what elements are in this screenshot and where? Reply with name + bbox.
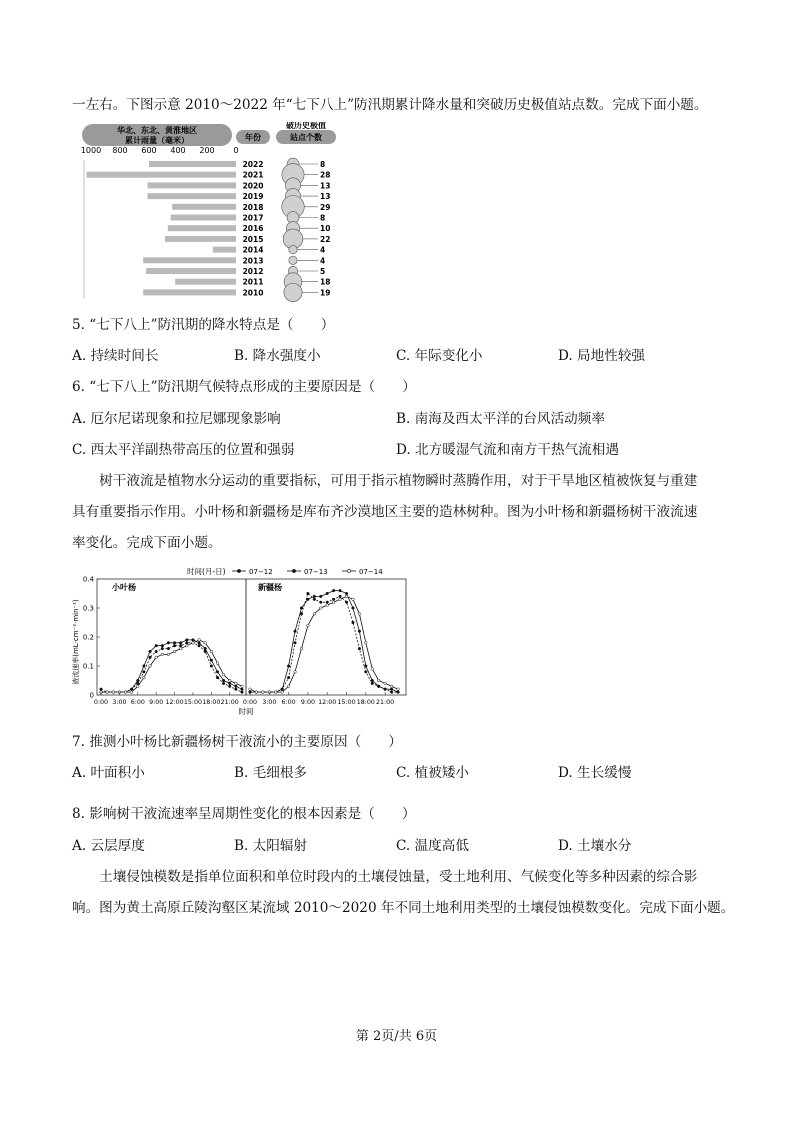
left-x-tick-2: 6:00 — [130, 699, 145, 706]
year-label-2022: 2022 — [242, 160, 264, 169]
right-point-2-7 — [294, 671, 297, 674]
right-point-2-4 — [274, 691, 277, 694]
right-point-1-10 — [313, 598, 316, 601]
axis-tick-0: 0 — [233, 146, 239, 155]
left-point-2-21 — [228, 679, 231, 682]
station-bubble-2010 — [284, 283, 302, 301]
x-axis-label: 时间 — [238, 707, 254, 716]
q6-option-b[interactable]: B. 南海及西太平洋的台风活动频率 — [396, 411, 605, 427]
left-point-1-8 — [149, 656, 152, 659]
year-label-2011: 2011 — [242, 277, 264, 287]
left-point-2-20 — [222, 673, 225, 676]
rain-bar-2011 — [175, 279, 236, 285]
station-count-2017: 8 — [320, 213, 326, 223]
left-point-2-9 — [155, 656, 158, 659]
left-point-2-22 — [235, 682, 238, 685]
left-point-2-18 — [210, 650, 213, 653]
year-label-2010: 2010 — [242, 288, 264, 298]
right-point-2-5 — [281, 691, 284, 694]
legend-label-2: 07−14 — [359, 568, 383, 576]
left-point-2-13 — [179, 647, 182, 650]
station-count-2021: 28 — [320, 170, 331, 180]
right-point-0-18 — [365, 665, 368, 668]
left-point-1-9 — [155, 650, 158, 653]
left-point-2-12 — [173, 650, 176, 653]
right-point-0-11 — [319, 595, 322, 598]
left-point-0-10 — [161, 644, 164, 647]
right-point-0-10 — [313, 595, 316, 598]
left-point-1-23 — [241, 691, 244, 694]
left-point-2-16 — [198, 639, 201, 642]
y-tick-0.3: 0.3 — [82, 604, 94, 613]
right-point-2-20 — [377, 679, 380, 682]
q8-option-d[interactable]: D. 土壤水分 — [558, 838, 632, 854]
station-count-2018: 29 — [320, 202, 331, 212]
left-point-1-22 — [235, 688, 238, 691]
right-point-0-15 — [345, 592, 348, 595]
left-point-0-19 — [216, 671, 219, 674]
legend-marker-2 — [347, 569, 350, 572]
left-point-0-12 — [173, 642, 176, 645]
left-point-0-11 — [167, 642, 170, 645]
station-count-2011: 18 — [320, 277, 331, 287]
axis-tick-200: 200 — [199, 146, 215, 155]
rain-bar-2021 — [87, 172, 236, 178]
left-point-2-23 — [241, 685, 244, 688]
right-point-1-14 — [339, 595, 342, 598]
right-point-0-22 — [390, 688, 393, 691]
right-point-0-13 — [332, 589, 335, 592]
legend-title: 时间(月-日) — [187, 567, 226, 576]
left-point-1-14 — [186, 642, 189, 645]
y-tick-0: 0 — [89, 691, 94, 700]
rain-bar-2016 — [168, 225, 236, 231]
y-tick-0.2: 0.2 — [82, 633, 94, 642]
right-point-2-8 — [300, 647, 303, 650]
right-point-1-17 — [358, 647, 361, 650]
left-point-0-14 — [186, 639, 189, 642]
right-point-2-13 — [332, 601, 335, 604]
rain-bar-2017 — [171, 215, 236, 221]
axis-tick-600: 600 — [141, 146, 157, 155]
year-label-2019: 2019 — [242, 192, 264, 202]
y-tick-0.1: 0.1 — [82, 662, 94, 671]
right-point-2-23 — [397, 688, 400, 691]
right-x-tick-4: 12:00 — [318, 699, 337, 706]
right-point-1-19 — [371, 682, 374, 685]
q5-option-a[interactable]: A. 持续时间长 — [72, 348, 159, 364]
right-point-0-9 — [307, 598, 310, 601]
left-point-1-7 — [143, 671, 146, 674]
left-point-1-18 — [210, 665, 213, 668]
right-point-2-15 — [345, 595, 348, 598]
right-point-1-6 — [287, 676, 290, 679]
right-point-2-10 — [313, 613, 316, 616]
right-point-2-19 — [371, 668, 374, 671]
station-count-2016: 10 — [320, 224, 331, 234]
left-x-tick-4: 12:00 — [165, 699, 184, 706]
y-axis-label: 液流速率(mL·cm⁻²·min⁻¹) — [72, 599, 80, 685]
q8-option-b[interactable]: B. 太阳辐射 — [234, 838, 308, 854]
left-x-tick-6: 18:00 — [202, 699, 221, 706]
right-point-2-22 — [390, 685, 393, 688]
right-point-2-14 — [339, 598, 342, 601]
passage3-line2: 响。图为黄土高原丘陵沟壑区某流域 2010～2020 年不同土地利用类型的土壤侵蚀模数变化。完成下面小题。 — [72, 900, 735, 916]
header-year: 年份 — [245, 133, 261, 142]
right-point-1-13 — [332, 598, 335, 601]
right-point-0-17 — [358, 630, 361, 633]
left-x-tick-3: 9:00 — [149, 699, 164, 706]
right-point-2-17 — [358, 613, 361, 616]
left-point-1-20 — [222, 682, 225, 685]
passage2-line2: 具有重要指示作用。小叶杨和新疆杨是库布齐沙漠地区主要的造林树种。图为小叶杨和新疆杨树干液流速 — [72, 504, 698, 520]
q7-option-c[interactable]: C. 植被矮小 — [396, 765, 469, 781]
right-point-2-2 — [262, 691, 265, 694]
q7-option-a[interactable]: A. 叶面积小 — [72, 765, 145, 781]
q6-option-d[interactable]: D. 北方暖湿气流和南方干热气流相遇 — [396, 442, 619, 458]
passage2-line3: 率变化。完成下面小题。 — [72, 535, 222, 551]
right-point-0-6 — [287, 665, 290, 668]
year-label-2020: 2020 — [242, 181, 264, 191]
right-x-tick-3: 9:00 — [300, 699, 315, 706]
right-point-2-18 — [365, 642, 368, 645]
year-label-2016: 2016 — [242, 224, 264, 234]
right-panel-frame — [246, 579, 406, 695]
left-point-0-7 — [143, 665, 146, 668]
right-point-1-9 — [307, 592, 310, 595]
right-point-1-18 — [365, 671, 368, 674]
q7-option-b[interactable]: B. 毛细根多 — [234, 765, 308, 781]
rain-bar-2014 — [213, 247, 236, 253]
panel-title-xiaoyeyang: 小叶杨 — [112, 583, 136, 592]
station-bubble-2013 — [289, 256, 297, 264]
right-point-2-11 — [319, 607, 322, 610]
axis-tick-1000: 1000 — [80, 146, 102, 155]
station-count-2014: 4 — [320, 245, 326, 255]
axis-tick-800: 800 — [112, 146, 128, 155]
rain-bar-2012 — [146, 268, 236, 274]
year-label-2012: 2012 — [242, 267, 264, 276]
left-series-1 — [101, 643, 242, 692]
left-point-2-6 — [136, 685, 139, 688]
left-point-1-19 — [216, 676, 219, 679]
left-point-2-11 — [167, 653, 170, 656]
right-point-0-7 — [294, 630, 297, 633]
right-point-0-16 — [352, 607, 355, 610]
q5-stem: 5. “七下八上”防汛期的降水特点是（ ） — [72, 317, 335, 333]
right-point-2-6 — [287, 685, 290, 688]
legend-label-0: 07−12 — [249, 568, 273, 576]
rain-bar-2013 — [143, 257, 236, 263]
q6-stem: 6. “七下八上”防汛期气候特点形成的主要原因是（ ） — [72, 379, 416, 395]
left-x-tick-1: 3:00 — [112, 699, 127, 706]
right-point-1-12 — [326, 601, 329, 604]
rain-bar-2022 — [149, 161, 236, 167]
left-point-0-13 — [179, 642, 182, 645]
y-tick-0.4: 0.4 — [82, 575, 94, 584]
left-point-0-22 — [235, 685, 238, 688]
passage2-line1: 树干液流是植物水分运动的重要指标，可用于指示植物瞬时蒸腾作用，对于干旱地区植被恢复与重建 — [72, 473, 698, 489]
right-x-tick-5: 15:00 — [337, 699, 356, 706]
right-x-tick-0: 0:00 — [242, 699, 258, 706]
year-label-2013: 2013 — [242, 256, 264, 266]
right-point-1-22 — [390, 691, 393, 694]
left-panel-frame — [97, 579, 246, 695]
right-point-0-8 — [300, 607, 303, 610]
right-point-2-16 — [352, 598, 355, 601]
left-point-2-10 — [161, 653, 164, 656]
year-label-2021: 2021 — [242, 170, 264, 180]
left-point-2-7 — [143, 676, 146, 679]
legend-marker-1 — [292, 569, 295, 572]
left-point-0-18 — [210, 659, 213, 662]
rain-bar-2018 — [172, 204, 236, 210]
right-point-1-20 — [377, 685, 380, 688]
left-point-1-16 — [198, 644, 201, 647]
left-point-1-10 — [161, 647, 164, 650]
left-point-1-13 — [179, 644, 182, 647]
left-point-2-8 — [149, 665, 152, 668]
rain-bar-2015 — [165, 236, 236, 242]
header-region: 华北、东北、黄淮地区 — [117, 126, 197, 135]
axis-tick-400: 400 — [170, 146, 186, 155]
left-point-1-12 — [173, 644, 176, 647]
q7-stem: 7. 推测小叶杨比新疆杨树干液流小的主要原因（ ） — [72, 734, 402, 750]
station-count-2010: 19 — [320, 288, 331, 298]
q8-option-c[interactable]: C. 温度高低 — [396, 838, 469, 854]
rain-bar-2020 — [148, 182, 236, 188]
right-point-1-5 — [281, 688, 284, 691]
year-label-2018: 2018 — [242, 202, 264, 212]
right-series-1 — [250, 594, 398, 693]
left-series-2 — [101, 640, 242, 692]
left-point-0-15 — [192, 639, 195, 642]
right-point-1-21 — [384, 688, 387, 691]
right-point-2-0 — [249, 688, 252, 691]
left-point-0-17 — [204, 647, 207, 650]
right-x-tick-1: 3:00 — [262, 699, 277, 706]
left-point-1-0 — [100, 688, 103, 691]
station-bubble-2014 — [289, 245, 297, 253]
left-point-2-1 — [106, 691, 109, 694]
q5-option-c[interactable]: C. 年际变化小 — [396, 348, 483, 364]
right-point-1-15 — [345, 601, 348, 604]
left-point-2-19 — [216, 662, 219, 665]
station-count-2022: 8 — [320, 160, 326, 169]
right-point-0-14 — [339, 589, 342, 592]
left-point-0-20 — [222, 679, 225, 682]
sap-flow-figure — [72, 562, 412, 720]
year-label-2015: 2015 — [242, 234, 264, 244]
left-point-2-5 — [130, 691, 133, 694]
left-point-0-23 — [241, 688, 244, 691]
left-point-2-17 — [204, 642, 207, 645]
right-series-0 — [250, 591, 398, 693]
passage3-line1: 土壤侵蚀模数是指单位面积和单位时段内的土壤侵蚀量，受土地利用、气候变化等多种因素的综合影 — [72, 869, 698, 885]
q7-option-d[interactable]: D. 生长缓慢 — [558, 765, 632, 781]
station-count-2013: 4 — [320, 256, 326, 266]
q6-option-c[interactable]: C. 西太平洋副热带高压的位置和强弱 — [72, 442, 295, 458]
right-point-1-16 — [352, 621, 355, 624]
page-number: 第 2页/共 6页 — [355, 1029, 438, 1044]
right-point-1-11 — [319, 601, 322, 604]
left-series-0 — [101, 640, 242, 692]
station-count-2015: 22 — [320, 234, 331, 244]
q5-option-b[interactable]: B. 降水强度小 — [234, 348, 321, 364]
left-x-tick-0: 0:00 — [93, 699, 109, 706]
left-point-1-17 — [204, 650, 207, 653]
right-x-tick-7: 21:00 — [376, 699, 395, 706]
q8-stem: 8. 影响树干液流速率呈周期性变化的根本因素是（ ） — [72, 806, 416, 822]
left-point-0-21 — [228, 682, 231, 685]
left-point-1-11 — [167, 647, 170, 650]
left-point-2-2 — [112, 691, 115, 694]
q8-option-a[interactable]: A. 云层厚度 — [72, 838, 145, 854]
station-count-2020: 13 — [320, 181, 331, 191]
right-point-1-7 — [294, 642, 297, 645]
station-count-2012: 5 — [320, 267, 326, 276]
q5-option-d[interactable]: D. 局地性较强 — [558, 348, 646, 364]
right-point-2-1 — [255, 691, 258, 694]
station-count-2019: 13 — [320, 192, 331, 202]
left-point-2-4 — [124, 691, 127, 694]
legend-label-1: 07−13 — [304, 568, 328, 576]
left-point-2-15 — [192, 642, 195, 645]
right-x-tick-2: 6:00 — [281, 699, 296, 706]
legend-marker-0 — [237, 569, 240, 572]
right-point-1-8 — [300, 613, 303, 616]
left-point-0-16 — [198, 642, 201, 645]
right-series-2 — [250, 596, 398, 692]
q6-option-a[interactable]: A. 厄尔尼诺现象和拉尼娜现象影响 — [72, 411, 281, 427]
right-point-1-23 — [397, 691, 400, 694]
header-station-1: 破历史极值 — [286, 122, 326, 130]
year-label-2017: 2017 — [242, 213, 264, 223]
left-point-1-6 — [136, 682, 139, 685]
left-x-tick-7: 21:00 — [220, 699, 239, 706]
rainfall-station-figure — [72, 122, 347, 304]
right-point-0-12 — [326, 592, 329, 595]
left-point-0-9 — [155, 644, 158, 647]
intro-text: 一左右。下图示意 2010～2022 年“七下八上”防汛期累计降水量和突破历史极值站点数。完成下面小题。 — [72, 97, 708, 113]
header-rain: 累计雨量（毫米） — [125, 136, 189, 145]
right-point-2-21 — [384, 682, 387, 685]
year-label-2014: 2014 — [242, 245, 264, 255]
header-station-2: 站点个数 — [290, 133, 322, 142]
panel-title-xinjiangyang: 新疆杨 — [258, 583, 282, 592]
right-x-tick-6: 18:00 — [356, 699, 375, 706]
left-point-1-21 — [228, 685, 231, 688]
rain-bar-2010 — [143, 289, 236, 295]
left-point-0-8 — [149, 650, 152, 653]
left-x-tick-5: 15:00 — [183, 699, 203, 706]
rain-bar-2019 — [148, 193, 236, 199]
left-point-1-5 — [130, 688, 133, 691]
right-point-2-9 — [307, 624, 310, 627]
right-point-2-12 — [326, 604, 329, 607]
left-point-2-14 — [186, 644, 189, 647]
